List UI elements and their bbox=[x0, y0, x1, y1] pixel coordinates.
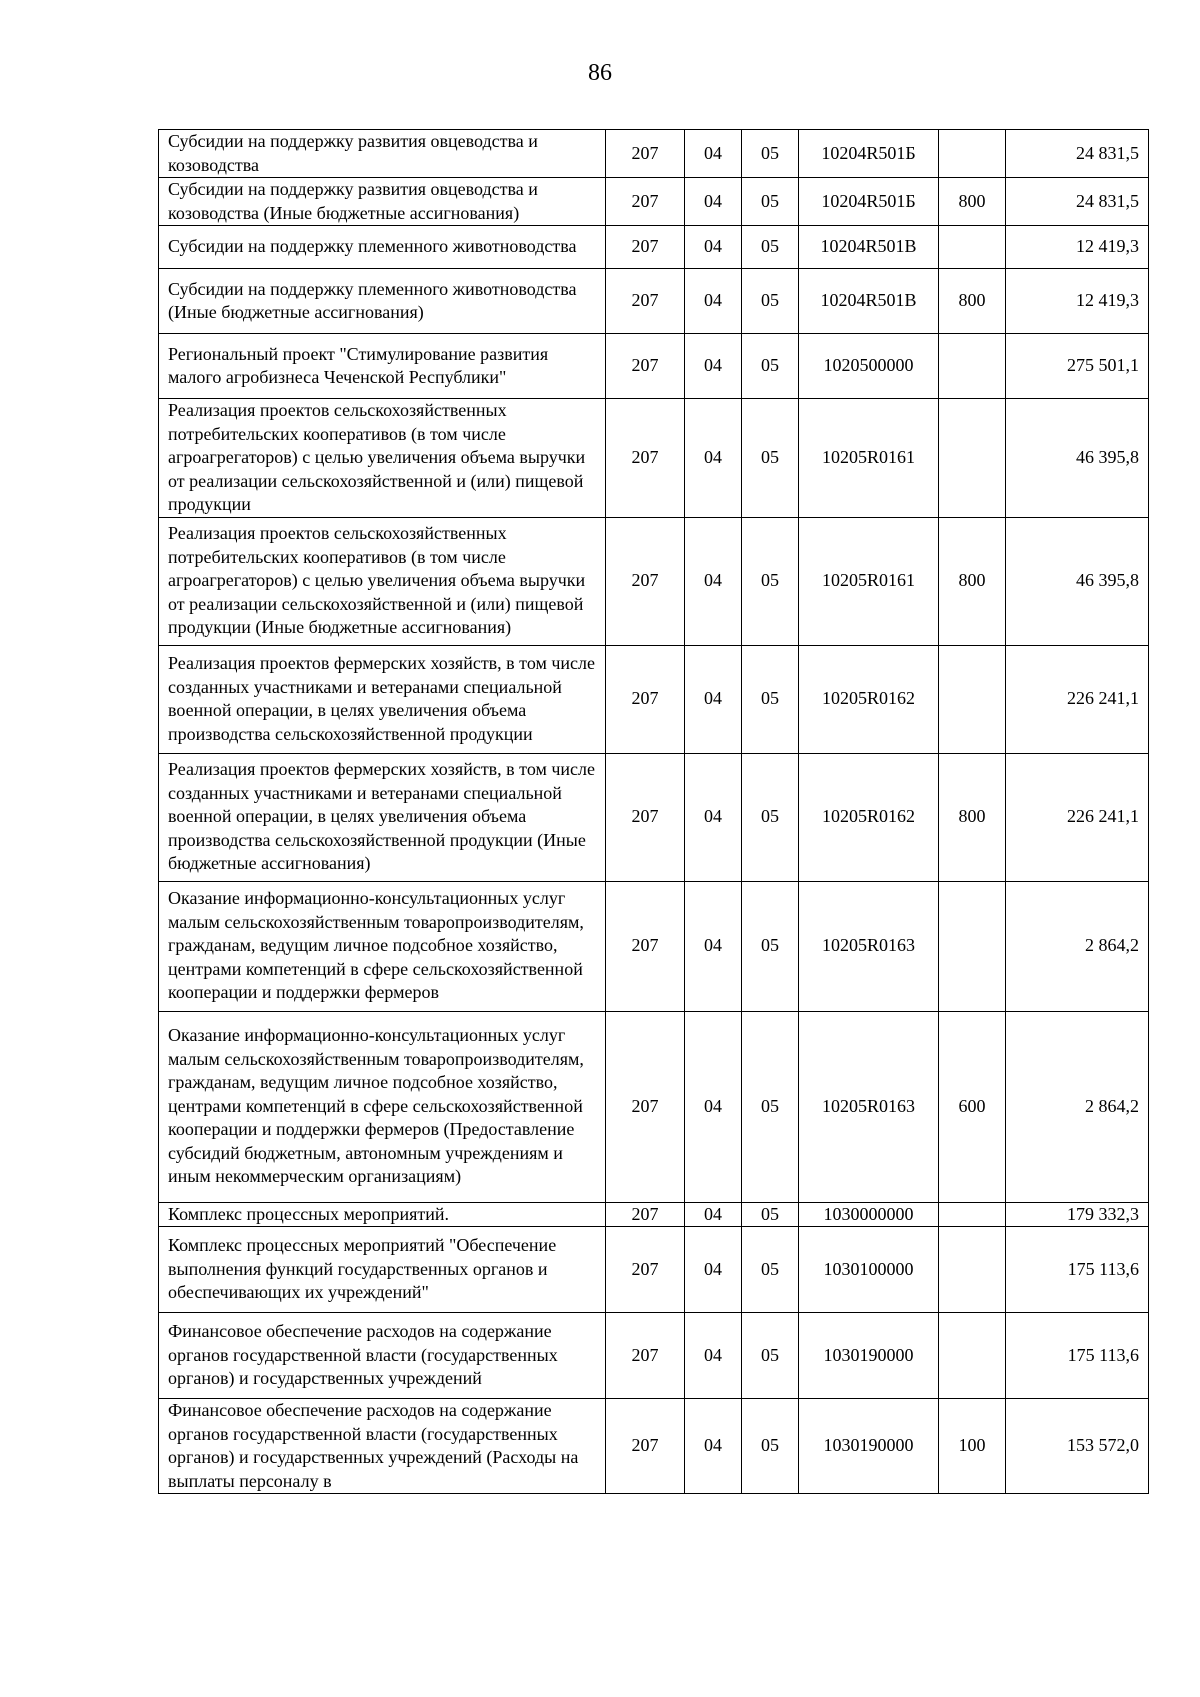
cell-target-article: 10205R0161 bbox=[799, 399, 939, 518]
table-row bbox=[159, 130, 1149, 178]
cell-target-article: 10205R0161 bbox=[799, 517, 939, 645]
cell-expense-type: 100 bbox=[939, 1399, 1006, 1494]
cell-ved-code: 207 bbox=[606, 517, 685, 645]
table-row bbox=[159, 399, 1149, 518]
cell-name: Реализация проектов сельскохозяйственных потребительских кооперативов (в том числе агроагрегаторов) с целью увеличения объема выручки от реализации сельскохозяйственной и (или) пищевой продукции (Иные бюджетные ассигнования) bbox=[159, 517, 606, 645]
cell-section: 04 bbox=[685, 226, 742, 269]
cell-target-article: 10204R501В bbox=[799, 226, 939, 269]
table-row bbox=[159, 178, 1149, 226]
cell-subsection: 05 bbox=[742, 269, 799, 334]
cell-ved-code: 207 bbox=[606, 1227, 685, 1313]
cell-target-article: 1030190000 bbox=[799, 1313, 939, 1399]
cell-expense-type: 800 bbox=[939, 178, 1006, 226]
table-row bbox=[159, 1399, 1149, 1494]
cell-amount: 275 501,1 bbox=[1006, 334, 1149, 399]
cell-target-article: 10205R0163 bbox=[799, 1011, 939, 1202]
cell-name: Реализация проектов фермерских хозяйств, в том числе созданных участниками и ветеранами специальной военной операции, в целях увеличения объема производства сельскохозяйственной продукции (Иные бюджетные ассигнования) bbox=[159, 753, 606, 881]
cell-target-article: 10204R501В bbox=[799, 269, 939, 334]
table-row bbox=[159, 269, 1149, 334]
cell-expense-type bbox=[939, 1313, 1006, 1399]
cell-name: Региональный проект "Стимулирование развития малого агробизнеса Чеченской Республики" bbox=[159, 334, 606, 399]
cell-ved-code: 207 bbox=[606, 1313, 685, 1399]
cell-target-article: 10204R501Б bbox=[799, 178, 939, 226]
cell-ved-code: 207 bbox=[606, 334, 685, 399]
table-row bbox=[159, 226, 1149, 269]
cell-subsection: 05 bbox=[742, 1202, 799, 1227]
cell-amount: 153 572,0 bbox=[1006, 1399, 1149, 1494]
cell-subsection: 05 bbox=[742, 178, 799, 226]
cell-subsection: 05 bbox=[742, 130, 799, 178]
cell-section: 04 bbox=[685, 334, 742, 399]
cell-ved-code: 207 bbox=[606, 753, 685, 881]
cell-section: 04 bbox=[685, 753, 742, 881]
cell-expense-type: 800 bbox=[939, 753, 1006, 881]
cell-section: 04 bbox=[685, 1202, 742, 1227]
cell-subsection: 05 bbox=[742, 517, 799, 645]
cell-amount: 226 241,1 bbox=[1006, 753, 1149, 881]
cell-section: 04 bbox=[685, 399, 742, 518]
cell-amount: 46 395,8 bbox=[1006, 399, 1149, 518]
cell-expense-type bbox=[939, 130, 1006, 178]
table-row bbox=[159, 517, 1149, 645]
cell-amount: 175 113,6 bbox=[1006, 1227, 1149, 1313]
cell-ved-code: 207 bbox=[606, 226, 685, 269]
cell-section: 04 bbox=[685, 130, 742, 178]
cell-name: Финансовое обеспечение расходов на содержание органов государственной власти (государственных органов) и государственных учреждений (Расходы на выплаты персоналу в bbox=[159, 1399, 606, 1494]
cell-ved-code: 207 bbox=[606, 178, 685, 226]
cell-name: Комплекс процессных мероприятий "Обеспечение выполнения функций государственных органов и обеспечивающих их учреждений" bbox=[159, 1227, 606, 1313]
cell-section: 04 bbox=[685, 178, 742, 226]
cell-amount: 12 419,3 bbox=[1006, 226, 1149, 269]
cell-amount: 2 864,2 bbox=[1006, 881, 1149, 1011]
cell-expense-type bbox=[939, 334, 1006, 399]
cell-target-article: 1020500000 bbox=[799, 334, 939, 399]
cell-amount: 46 395,8 bbox=[1006, 517, 1149, 645]
cell-target-article: 1030190000 bbox=[799, 1399, 939, 1494]
cell-section: 04 bbox=[685, 269, 742, 334]
cell-amount: 12 419,3 bbox=[1006, 269, 1149, 334]
cell-ved-code: 207 bbox=[606, 399, 685, 518]
table-row bbox=[159, 1011, 1149, 1202]
cell-section: 04 bbox=[685, 645, 742, 753]
cell-name: Реализация проектов сельскохозяйственных потребительских кооперативов (в том числе агроагрегаторов) с целью увеличения объема выручки от реализации сельскохозяйственной и (или) пищевой продукции bbox=[159, 399, 606, 518]
table-row bbox=[159, 1227, 1149, 1313]
cell-name: Субсидии на поддержку племенного животноводства (Иные бюджетные ассигнования) bbox=[159, 269, 606, 334]
cell-name: Оказание информационно-консультационных услуг малым сельскохозяйственным товаропроизводителям, гражданам, ведущим личное подсобное хозяйство, центрами компетенций в сфере сельскохозяйственной кооперации и поддержки фермеров bbox=[159, 881, 606, 1011]
cell-ved-code: 207 bbox=[606, 269, 685, 334]
cell-target-article: 1030100000 bbox=[799, 1227, 939, 1313]
table-row bbox=[159, 753, 1149, 881]
cell-amount: 24 831,5 bbox=[1006, 178, 1149, 226]
budget-table bbox=[158, 129, 1149, 1494]
table-row bbox=[159, 334, 1149, 399]
cell-ved-code: 207 bbox=[606, 645, 685, 753]
cell-expense-type bbox=[939, 399, 1006, 518]
page-number: 86 bbox=[588, 60, 612, 86]
cell-ved-code: 207 bbox=[606, 130, 685, 178]
cell-expense-type: 800 bbox=[939, 269, 1006, 334]
cell-target-article: 1030000000 bbox=[799, 1202, 939, 1227]
cell-section: 04 bbox=[685, 517, 742, 645]
cell-expense-type bbox=[939, 1202, 1006, 1227]
cell-ved-code: 207 bbox=[606, 1202, 685, 1227]
cell-name: Комплекс процессных мероприятий. bbox=[159, 1202, 606, 1227]
cell-expense-type bbox=[939, 645, 1006, 753]
cell-name: Оказание информационно-консультационных услуг малым сельскохозяйственным товаропроизводителям, гражданам, ведущим личное подсобное хозяйство, центрами компетенций в сфере сельскохозяйственной кооперации и поддержки фермеров (Предоставление субсидий бюджетным, автономным учреждениям и иным некоммерческим организациям) bbox=[159, 1011, 606, 1202]
cell-expense-type bbox=[939, 1227, 1006, 1313]
cell-subsection: 05 bbox=[742, 881, 799, 1011]
cell-subsection: 05 bbox=[742, 1227, 799, 1313]
cell-name: Субсидии на поддержку развития овцеводства и козоводства (Иные бюджетные ассигнования) bbox=[159, 178, 606, 226]
cell-name: Реализация проектов фермерских хозяйств, в том числе созданных участниками и ветеранами специальной военной операции, в целях увеличения объема производства сельскохозяйственной продукции bbox=[159, 645, 606, 753]
cell-expense-type bbox=[939, 881, 1006, 1011]
table-row bbox=[159, 645, 1149, 753]
cell-ved-code: 207 bbox=[606, 881, 685, 1011]
cell-target-article: 10204R501Б bbox=[799, 130, 939, 178]
cell-target-article: 10205R0162 bbox=[799, 645, 939, 753]
cell-amount: 2 864,2 bbox=[1006, 1011, 1149, 1202]
cell-expense-type: 800 bbox=[939, 517, 1006, 645]
cell-subsection: 05 bbox=[742, 399, 799, 518]
cell-expense-type bbox=[939, 226, 1006, 269]
cell-amount: 175 113,6 bbox=[1006, 1313, 1149, 1399]
table-row bbox=[159, 1202, 1149, 1227]
cell-ved-code: 207 bbox=[606, 1011, 685, 1202]
cell-ved-code: 207 bbox=[606, 1399, 685, 1494]
budget-table-body bbox=[159, 130, 1149, 1494]
cell-target-article: 10205R0163 bbox=[799, 881, 939, 1011]
cell-subsection: 05 bbox=[742, 1399, 799, 1494]
cell-section: 04 bbox=[685, 881, 742, 1011]
cell-name: Субсидии на поддержку племенного животноводства bbox=[159, 226, 606, 269]
cell-subsection: 05 bbox=[742, 226, 799, 269]
table-row bbox=[159, 1313, 1149, 1399]
cell-amount: 24 831,5 bbox=[1006, 130, 1149, 178]
cell-subsection: 05 bbox=[742, 753, 799, 881]
cell-subsection: 05 bbox=[742, 1313, 799, 1399]
cell-amount: 179 332,3 bbox=[1006, 1202, 1149, 1227]
cell-amount: 226 241,1 bbox=[1006, 645, 1149, 753]
cell-section: 04 bbox=[685, 1399, 742, 1494]
cell-expense-type: 600 bbox=[939, 1011, 1006, 1202]
cell-section: 04 bbox=[685, 1011, 742, 1202]
table-row bbox=[159, 881, 1149, 1011]
cell-target-article: 10205R0162 bbox=[799, 753, 939, 881]
cell-subsection: 05 bbox=[742, 334, 799, 399]
cell-section: 04 bbox=[685, 1227, 742, 1313]
cell-name: Финансовое обеспечение расходов на содержание органов государственной власти (государственных органов) и государственных учреждений bbox=[159, 1313, 606, 1399]
cell-name: Субсидии на поддержку развития овцеводства и козоводства bbox=[159, 130, 606, 178]
cell-subsection: 05 bbox=[742, 645, 799, 753]
cell-section: 04 bbox=[685, 1313, 742, 1399]
cell-subsection: 05 bbox=[742, 1011, 799, 1202]
